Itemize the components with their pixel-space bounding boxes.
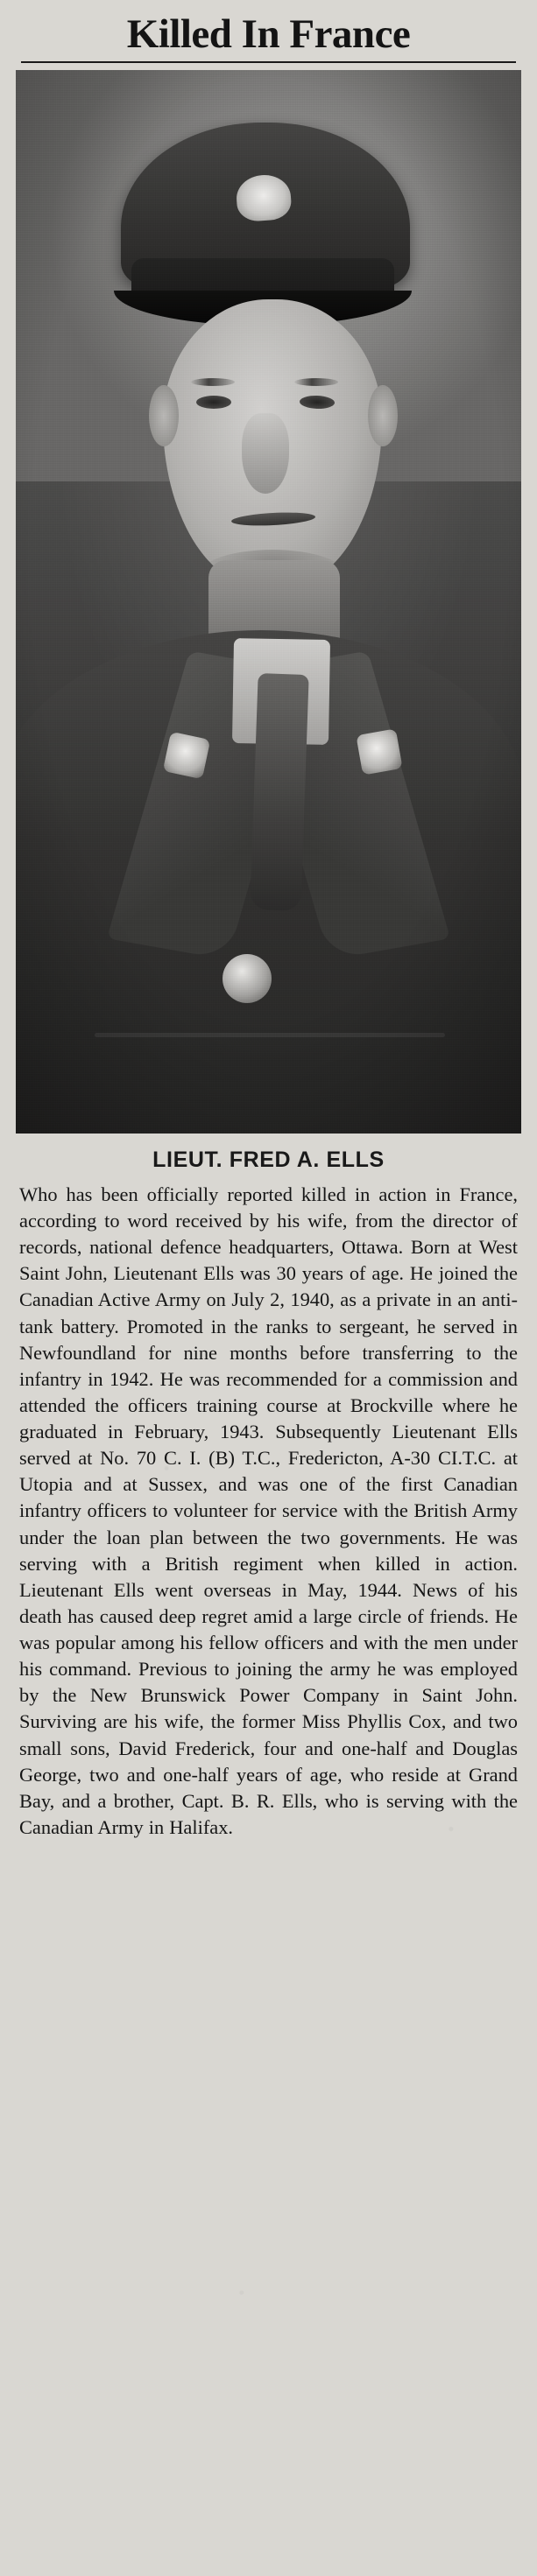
tunic-pocket-seam xyxy=(95,1033,445,1037)
article-body: Who has been officially reported killed in action in France, according to word received by his wife, from the director of records, national defence headquarters, Ottawa. Born at West Saint John, Lieutenant Ells was 30 years of age. He joined the Canadian Active Army on July 2, 1940, as a private in an anti-tank battery. Promoted in the ranks to sergeant, he served in Newfoundland for nine months before transferring to the infantry in 1942. He was recommended for a commission and attended the officers training course at Brockville where he graduated in February, 1943. Subsequently Lieutenant Ells served at No. 70 C. I. (B) T.C., Fredericton, A-30 CI.T.C. at Utopia and at Sussex, and was one of the first Canadian infantry officers to volunteer for service with the British Army under the loan plan between the two governments. He was serving with a British regiment when killed in action. Lieutenant Ells went overseas in May, 1944. News of his death has caused deep regret amid a large circle of friends. He was popular among his fellow officers and with the men under his command. Previous to joining the army he was employed by the New Brunswick Power Company in Saint John. Surviving are his wife, the former Miss Phyllis Cox, and two small sons, David Frederick, four and one-half and Douglas George, two and one-half years of age, who reside at Grand Bay, and a brother, Capt. B. R. Ells, who is serving with the Canadian Army in Halifax. xyxy=(19,1183,518,1838)
portrait-photo xyxy=(16,70,521,1134)
headline-divider xyxy=(21,61,516,63)
photo-canvas xyxy=(16,70,521,1134)
page-title: Killed In France xyxy=(126,11,411,57)
rank-pip-right-icon xyxy=(356,728,402,775)
eyebrow-right xyxy=(294,378,338,386)
rank-pip-left-icon xyxy=(163,732,211,780)
eyebrow-left xyxy=(191,378,235,386)
eye-left xyxy=(196,396,231,409)
necktie xyxy=(250,673,308,911)
nose xyxy=(242,413,289,494)
ear-left xyxy=(149,385,179,446)
ear-right xyxy=(368,385,398,446)
tunic-button xyxy=(223,954,272,1003)
photo-caption: LIEUT. FRED A. ELLS xyxy=(152,1147,385,1172)
